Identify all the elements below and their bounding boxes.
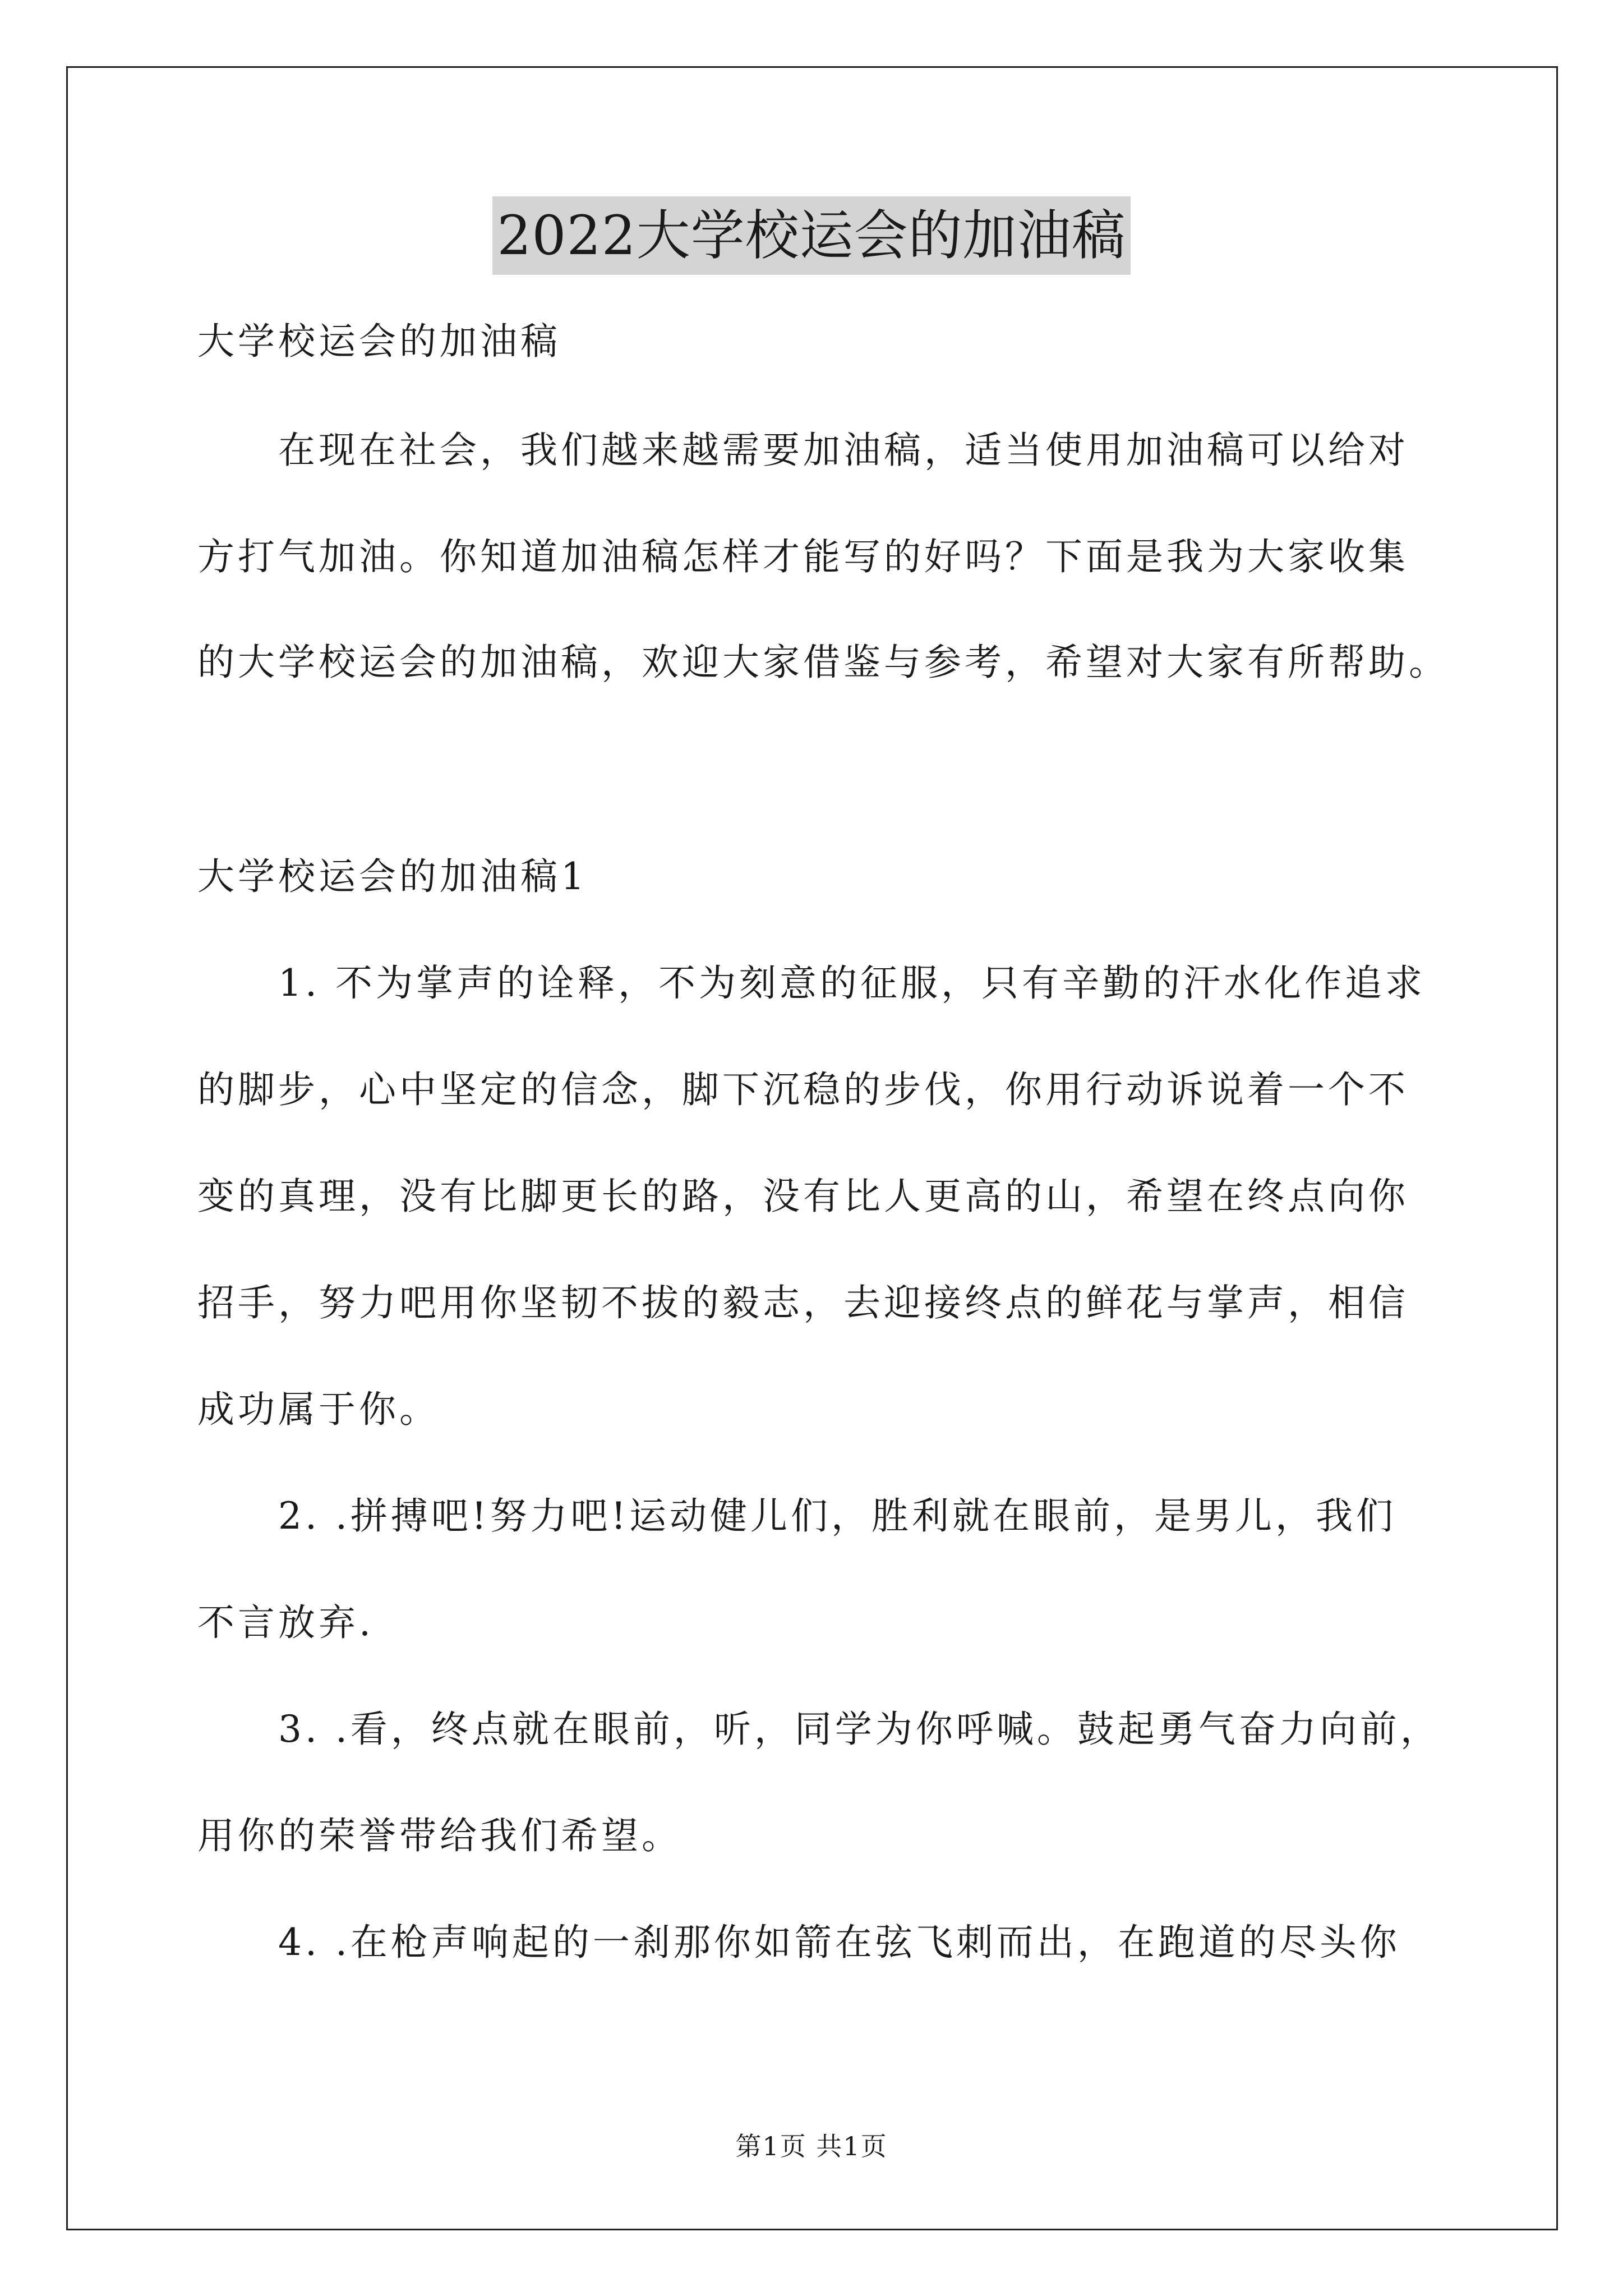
subtitle-line: 大学校运会的加油稿 xyxy=(197,320,561,363)
page-border xyxy=(66,66,1558,2230)
paragraph-line: 3. .看，终点就在眼前，听，同学为你呼喊。鼓起勇气奋力向前， xyxy=(197,1708,1441,1751)
document-title: 2022大学校运会的加油稿 xyxy=(492,196,1130,275)
paragraph-line: 变的真理，没有比脚更长的路，没有比人更高的山，希望在终点向你 xyxy=(197,1175,1409,1218)
section-heading-line: 大学校运会的加油稿1 xyxy=(197,855,588,898)
paragraph-line: 2. .拼搏吧!努力吧!运动健儿们，胜利就在眼前，是男儿，我们 xyxy=(197,1494,1396,1538)
paragraph-line: 的大学校运会的加油稿，欢迎大家借鉴与参考，希望对大家有所帮助。 xyxy=(197,641,1449,684)
paragraph-line: 4. .在枪声响起的一刹那你如箭在弦飞刺而出，在跑道的尽头你 xyxy=(197,1921,1400,1964)
paragraph-line: 方打气加油。你知道加油稿怎样才能写的好吗？下面是我为大家收集 xyxy=(197,535,1409,578)
page-footer: 第1页 共1页 xyxy=(735,2131,888,2161)
paragraph-line: 在现在社会，我们越来越需要加油稿，适当使用加油稿可以给对 xyxy=(197,429,1409,472)
paragraph-line: 招手，努力吧用你坚韧不拔的毅志，去迎接终点的鲜花与掌声，相信 xyxy=(197,1281,1409,1324)
paragraph-line: 成功属于你。 xyxy=(197,1388,440,1431)
paragraph-line: 不言放弃. xyxy=(197,1601,374,1644)
paragraph-line: 用你的荣誉带给我们希望。 xyxy=(197,1814,682,1857)
paragraph-line: 的脚步，心中坚定的信念，脚下沉稳的步伐，你用行动诉说着一个不 xyxy=(197,1068,1409,1111)
title-wrapper xyxy=(0,196,1623,275)
paragraph-line: 1. 不为掌声的诠释，不为刻意的征服，只有辛勤的汗水化作追求 xyxy=(197,961,1426,1005)
